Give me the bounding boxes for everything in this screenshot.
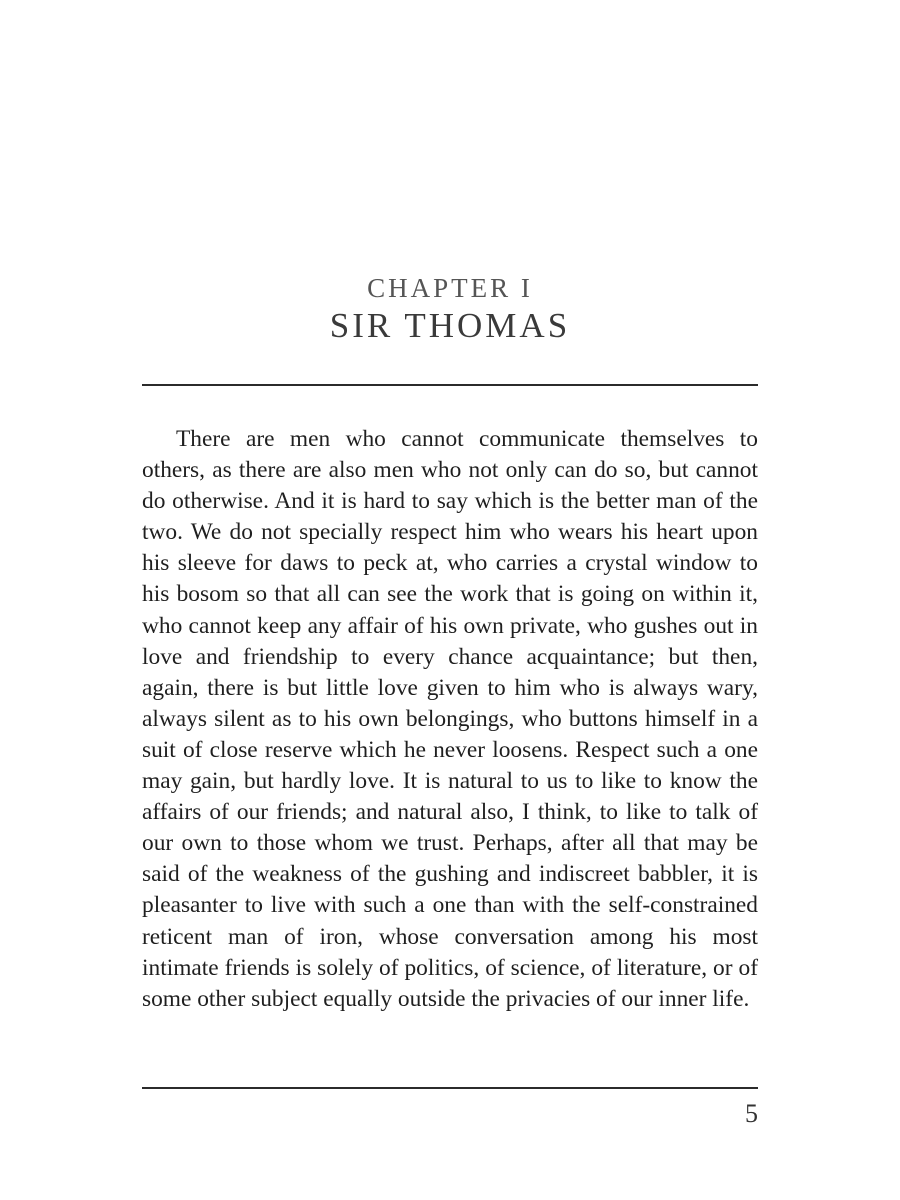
bottom-divider xyxy=(142,1087,758,1089)
page-number: 5 xyxy=(745,1099,758,1128)
chapter-number: CHAPTER I xyxy=(367,273,533,303)
body-paragraph: There are men who cannot communicate themselves to others, as there are also men who not only can do so, but cannot do otherwise. And it is hard to say which is the better man of the two. We do not specially respect him who wears his heart upon his sleeve for daws to peck at, who carries a crystal window to his bosom so that all can see the work that is going on within it, who cannot keep any affair of his own private, who gushes out in love and friendship to every chance acquaintance; but then, again, there is but little love given to him who is always wary, always silent as to his own belongings, who buttons himself in a suit of close reserve which he never loosens. Respect such a one may gain, but hardly love. It is natural to us to like to know the affairs of our friends; and natural also, I think, to like to talk of our own to those whom we trust. Perhaps, after all that may be said of the weakness of the gushing and indiscreet babbler, it is pleasanter to live with such a one than with the self-constrained reticent man of iron, whose conversation among his most intimate friends is solely of politics, of science, of literature, or of some other subject equally outside the privacies of our inner life. xyxy=(142,426,758,1012)
top-divider xyxy=(142,384,758,386)
chapter-title: SIR THOMAS xyxy=(329,306,571,345)
chapter-heading xyxy=(142,272,758,346)
